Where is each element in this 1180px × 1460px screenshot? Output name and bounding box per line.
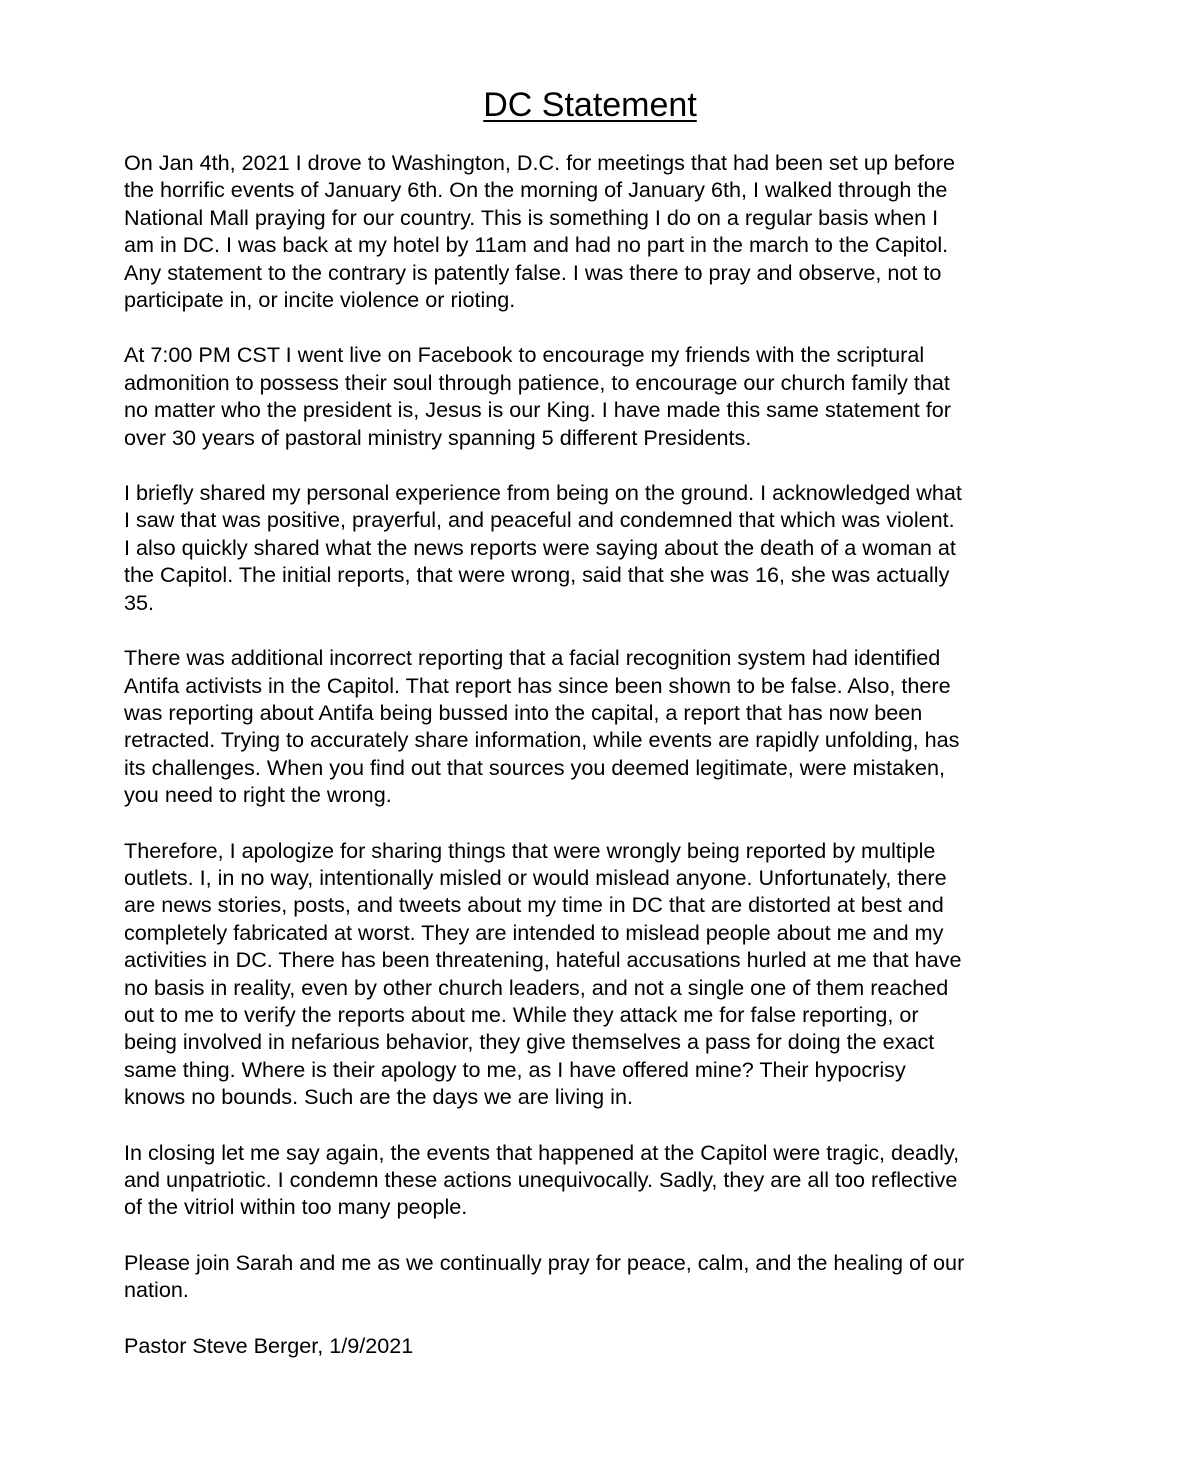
paragraph <box>124 149 1064 313</box>
paragraph <box>124 644 1064 808</box>
text-line: National Mall praying for our country. This is something I do on a regular basis when I <box>124 204 939 230</box>
text-line: you need to right the wrong. <box>124 782 392 808</box>
paragraph <box>124 837 1064 1111</box>
text-line: 35. <box>124 589 155 615</box>
paragraph <box>124 341 1064 451</box>
paragraph <box>124 1139 1064 1221</box>
text-line: was reporting about Antifa being bussed into the capital, a report that has now been <box>124 699 923 725</box>
text-line: In closing let me say again, the events that happened at the Capitol were tragic, deadly, <box>124 1139 960 1165</box>
text-line: I saw that was positive, prayerful, and peaceful and condemned that which was violent. <box>124 507 955 533</box>
text-line: At 7:00 PM CST I went live on Facebook to encourage my friends with the scriptural <box>124 342 925 368</box>
text-line: am in DC. I was back at my hotel by 11am and had no part in the march to the Capitol. <box>124 232 949 258</box>
text-line: out to me to verify the reports about me. While they attack me for false reporting, or <box>124 1001 919 1027</box>
text-line: no matter who the president is, Jesus is our King. I have made this same statement for <box>124 397 951 423</box>
signature <box>124 1332 1064 1359</box>
document-title: DC Statement <box>483 86 697 124</box>
text-line: its challenges. When you find out that sources you deemed legitimate, were mistaken, <box>124 754 945 780</box>
text-line: the horrific events of January 6th. On the morning of January 6th, I walked through the <box>124 177 948 203</box>
text-line: nation. <box>124 1277 189 1303</box>
text-line: completely fabricated at worst. They are intended to mislead people about me and my <box>124 919 944 945</box>
text-line: are news stories, posts, and tweets about my time in DC that are distorted at best and <box>124 892 944 918</box>
text-line: Please join Sarah and me as we continually pray for peace, calm, and the healing of our <box>124 1249 965 1275</box>
text-line: Pastor Steve Berger, 1/9/2021 <box>124 1332 414 1358</box>
text-line: knows no bounds. Such are the days we are living in. <box>124 1084 633 1110</box>
text-line: and unpatriotic. I condemn these actions unequivocally. Sadly, they are all too reflective <box>124 1167 958 1192</box>
text-line: no basis in reality, even by other church leaders, and not a single one of them reached <box>124 974 949 1000</box>
text-line: being involved in nefarious behavior, they give themselves a pass for doing the exact <box>124 1029 935 1055</box>
text-line: the Capitol. The initial reports, that were wrong, said that she was 16, she was actually <box>124 562 950 588</box>
text-line: activities in DC. There has been threatening, hateful accusations hurled at me that have <box>124 947 962 973</box>
text-line: participate in, or incite violence or rioting. <box>124 287 516 313</box>
text-line: Therefore, I apologize for sharing things that were wrongly being reported by multiple <box>124 837 936 863</box>
text-line: admonition to possess their soul through patience, to encourage our church family that <box>124 369 950 395</box>
text-line: of the vitriol within too many people. <box>124 1194 468 1220</box>
text-line: Any statement to the contrary is patently false. I was there to pray and observe, not to <box>124 259 942 285</box>
paragraph <box>124 1249 1064 1304</box>
text-line: Antifa activists in the Capitol. That report has since been shown to be false. Also, there <box>124 672 951 698</box>
text-line: outlets. I, in no way, intentionally misled or would mislead anyone. Unfortunately, there <box>124 864 947 890</box>
text-line: same thing. Where is their apology to me, as I have offered mine? Their hypocrisy <box>124 1056 906 1082</box>
document-body <box>124 149 1064 1387</box>
paragraph <box>124 479 1064 616</box>
text-line: On Jan 4th, 2021 I drove to Washington, D.C. for meetings that had been set up before <box>124 150 956 175</box>
text-line: over 30 years of pastoral ministry spanning 5 different Presidents. <box>124 424 752 450</box>
text-line: retracted. Trying to accurately share information, while events are rapidly unfolding, has <box>124 727 960 753</box>
text-line: I briefly shared my personal experience from being on the ground. I acknowledged what <box>124 480 962 506</box>
text-line: There was additional incorrect reporting that a facial recognition system had identified <box>124 645 941 671</box>
text-line: I also quickly shared what the news reports were saying about the death of a woman at <box>124 534 956 560</box>
